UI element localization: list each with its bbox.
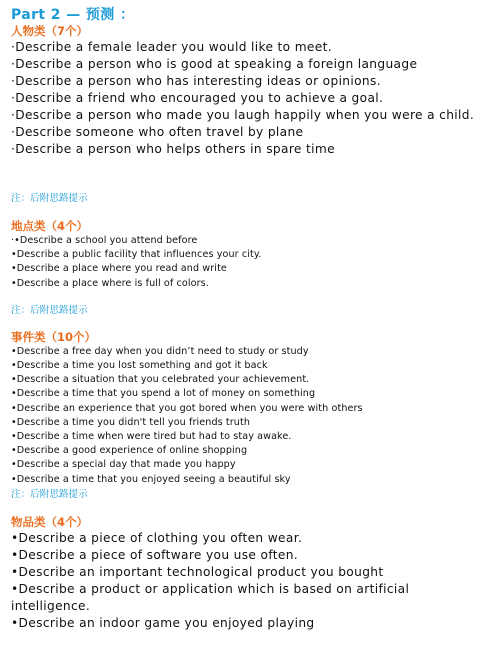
list-item: ·Describe a female leader you would like to meet.	[11, 40, 332, 54]
section-note: 注：后附思路提示	[11, 193, 88, 204]
list-item: ·Describe a friend who encouraged you to achieve a goal.	[11, 91, 384, 105]
list-item: •Describe a time you lost something and got it back	[11, 360, 268, 372]
list-item: •Describe an important technological product you bought	[11, 564, 384, 579]
section-heading-people: 人物类（7个）	[11, 24, 89, 38]
list-item: •Describe a piece of software you use often.	[11, 547, 299, 562]
section-note: 注：后附思路提示	[11, 304, 88, 316]
list-item: •Describe a good experience of online shopping	[11, 445, 248, 457]
section-note: 注：后附思路提示	[11, 488, 88, 500]
places-topic-list	[11, 234, 495, 291]
list-item: •Describe a place where is full of colors.	[11, 277, 209, 289]
list-item: •Describe a free day when you didn’t need to study or study	[11, 345, 309, 357]
objects-topic-list	[11, 530, 495, 632]
list-item: •Describe a situation that you celebrated your achievement.	[11, 374, 310, 386]
list-item: ·Describe a person who made you laugh happily when you were a child.	[11, 108, 475, 122]
list-item: •Describe a special day that made you happy	[11, 459, 236, 471]
list-item: ·Describe someone who often travel by plane	[11, 125, 304, 139]
list-item: •Describe a time when were tired but had to stay awake.	[11, 431, 292, 443]
list-item: •Describe a product or application which is based on artificial intelligence.	[11, 581, 410, 613]
list-item: ·Describe a person who is good at speaking a foreign language	[11, 57, 418, 71]
list-item: ·Describe a person who helps others in spare time	[11, 142, 335, 156]
events-topic-list	[11, 345, 495, 487]
list-item: •Describe a public facility that influences your city.	[11, 249, 262, 261]
section-heading-objects: 物品类（4个）	[11, 514, 89, 529]
list-item: •Describe an experience that you got bored when you were with others	[11, 402, 363, 414]
section-heading-places: 地点类（4个）	[11, 219, 89, 233]
list-item: •Describe a time that you enjoyed seeing a beautiful sky	[11, 473, 291, 485]
list-item: •Describe an indoor game you enjoyed playing	[11, 615, 315, 630]
list-item: ·Describe a person who has interesting ideas or opinions.	[11, 74, 381, 88]
page-title: Part 2 — 预测 ：	[11, 7, 135, 23]
list-item: •Describe a place where you read and write	[11, 263, 227, 275]
list-item: •Describe a piece of clothing you often wear.	[11, 530, 303, 545]
list-item: •Describe a time that you spend a lot of money on something	[11, 388, 316, 400]
section-heading-events: 事件类（10个）	[11, 329, 97, 344]
list-item: •Describe a time you didn't tell you friends truth	[11, 416, 251, 428]
people-topic-list	[11, 39, 495, 158]
list-item: ·•Describe a school you attend before	[11, 235, 198, 246]
document-page	[11, 6, 495, 632]
